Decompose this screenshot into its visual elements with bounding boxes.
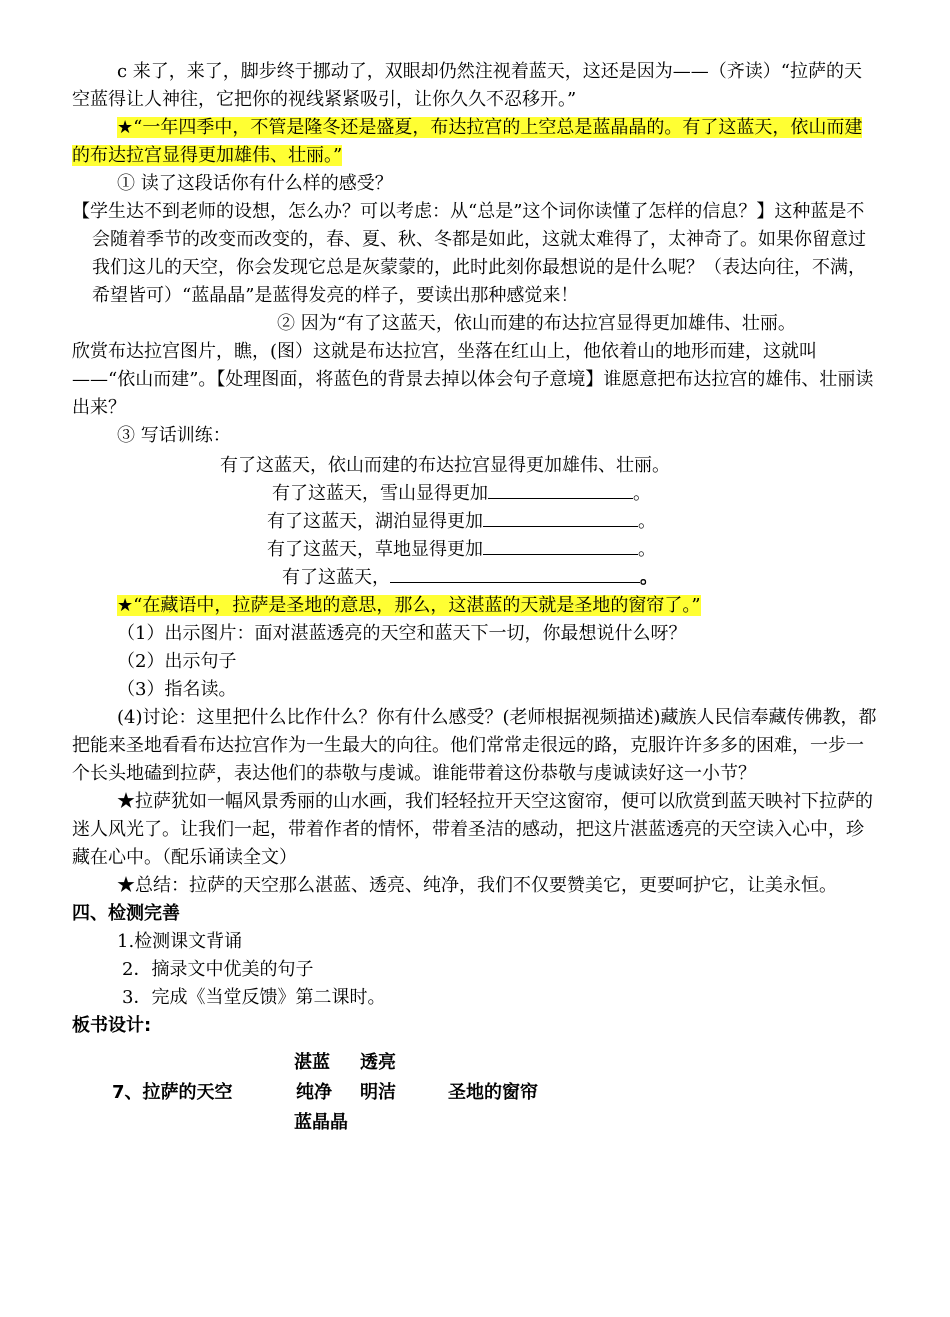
blank-line [390, 564, 640, 583]
question-1: ① 读了这段话你有什么样的感受？ [117, 173, 393, 194]
exercise-line-3: 有了这蓝天，草地显得更加 。 [72, 536, 878, 564]
board-word-2: 透亮 [360, 1052, 396, 1073]
blank-line [483, 508, 638, 527]
exercise-line-2: 有了这蓝天，湖泊显得更加 。 [72, 508, 878, 536]
section-4-item-1: 1.检测课文背诵 [117, 931, 243, 952]
question-3: ③ 写话训练： [117, 425, 231, 446]
board-word-5: 蓝晶晶 [294, 1112, 348, 1133]
paragraph-4: ★拉萨犹如一幅风景秀丽的山水画，我们轻轻拉开天空这窗帘，便可以欣赏到蓝天映衬下拉萨的迷人风光了。让我们一起，带着作者的情怀，带着圣洁的感动，把这片湛蓝透亮的天空读入心中，珍藏在心中。（配乐诵读全文） [72, 791, 873, 868]
step-3: （3）指名读。 [117, 679, 237, 700]
step-1: （1）出示图片：面对湛蓝透亮的天空和蓝天下一切，你最想说什么呀？ [117, 623, 687, 644]
star-quote-2-text: “在藏语中，拉萨是圣地的意思，那么，这湛蓝的天就是圣地的窗帘了。” [133, 595, 701, 616]
board-design-label: 板书设计: [72, 1015, 152, 1036]
step-4: (4)讨论：这里把什么比作什么？你有什么感受？(老师根据视频描述)藏族人民信奉藏传佛教，都把能来圣地看看布达拉宫作为一生最大的向往。他们常常走很远的路，克服许许多多的困难，一步一个长头地磕到拉萨，表达他们的恭敬与虔诚。谁能带着这份恭敬与虔诚读好这一小节？ [72, 707, 877, 784]
board-word-3: 纯净 [296, 1082, 332, 1103]
step-2: （2）出示句子 [117, 651, 237, 672]
board-word-1: 湛蓝 [294, 1052, 330, 1073]
exercise-line-1: 有了这蓝天，雪山显得更加 。 [72, 480, 878, 508]
writing-exercise [72, 452, 878, 592]
section-4-heading: 四、检测完善 [72, 903, 180, 924]
board-design [72, 1048, 878, 1138]
board-right: 圣地的窗帘 [448, 1082, 538, 1103]
paragraph-2: 【学生达不到老师的设想，怎么办？可以考虑：从“总是”这个词你读懂了怎样的信息？】这种蓝是不会随着季节的改变而改变的，春、夏、秋、冬都是如此，这就太难得了，太神奇了。如果你留意过我们这儿的天空，你会发现它总是灰蒙蒙的，此时此刻你最想说的是什么呢？（表达向往，不满，希望皆可）“蓝晶晶”是蓝得发亮的样子，要读出那种感觉来！ [72, 201, 866, 306]
board-title: 7、拉萨的天空 [112, 1082, 233, 1103]
exercise-example: 有了这蓝天，依山而建的布达拉宫显得更加雄伟、壮丽。 [220, 455, 670, 476]
document-page [72, 58, 878, 1138]
blank-line [483, 536, 638, 555]
blank-line [488, 480, 633, 499]
paragraph-3: 欣赏布达拉宫图片，瞧，(图）这就是布达拉宫，坐落在红山上，他依着山的地形而建，这就叫——“依山而建”。【处理图面，将蓝色的背景去掉以体会句子意境】谁愿意把布达拉宫的雄伟、壮丽读出来？ [72, 341, 874, 418]
star-quote-1 [72, 114, 878, 170]
star-quote-1-text: “一年四季中，不管是隆冬还是盛夏，布达拉宫的上空总是蓝晶晶的。有了这蓝天，依山而建的布达拉宫显得更加雄伟、壮丽。” [72, 117, 863, 166]
summary: ★总结：拉萨的天空那么湛蓝、透亮、纯净，我们不仅要赞美它，更要呵护它，让美永恒。 [117, 875, 837, 896]
star-icon: ★ [117, 595, 134, 616]
exercise-line-4: 有了这蓝天， 。 [72, 564, 878, 592]
question-2: ② 因为“有了这蓝天，依山而建的布达拉宫显得更加雄伟、壮丽。 [277, 313, 796, 334]
section-4-item-3: 3．完成《当堂反馈》第二课时。 [122, 987, 386, 1008]
section-4-item-2: 2．摘录文中优美的句子 [122, 959, 314, 980]
paragraph-1: c 来了，来了，脚步终于挪动了，双眼却仍然注视着蓝天，这还是因为——（齐读）“拉萨的天空蓝得让人神往，它把你的视线紧紧吸引，让你久久不忍移开。” [72, 61, 863, 110]
star-icon: ★ [117, 117, 134, 138]
star-quote-2 [72, 592, 878, 620]
board-word-4: 明洁 [360, 1082, 396, 1103]
